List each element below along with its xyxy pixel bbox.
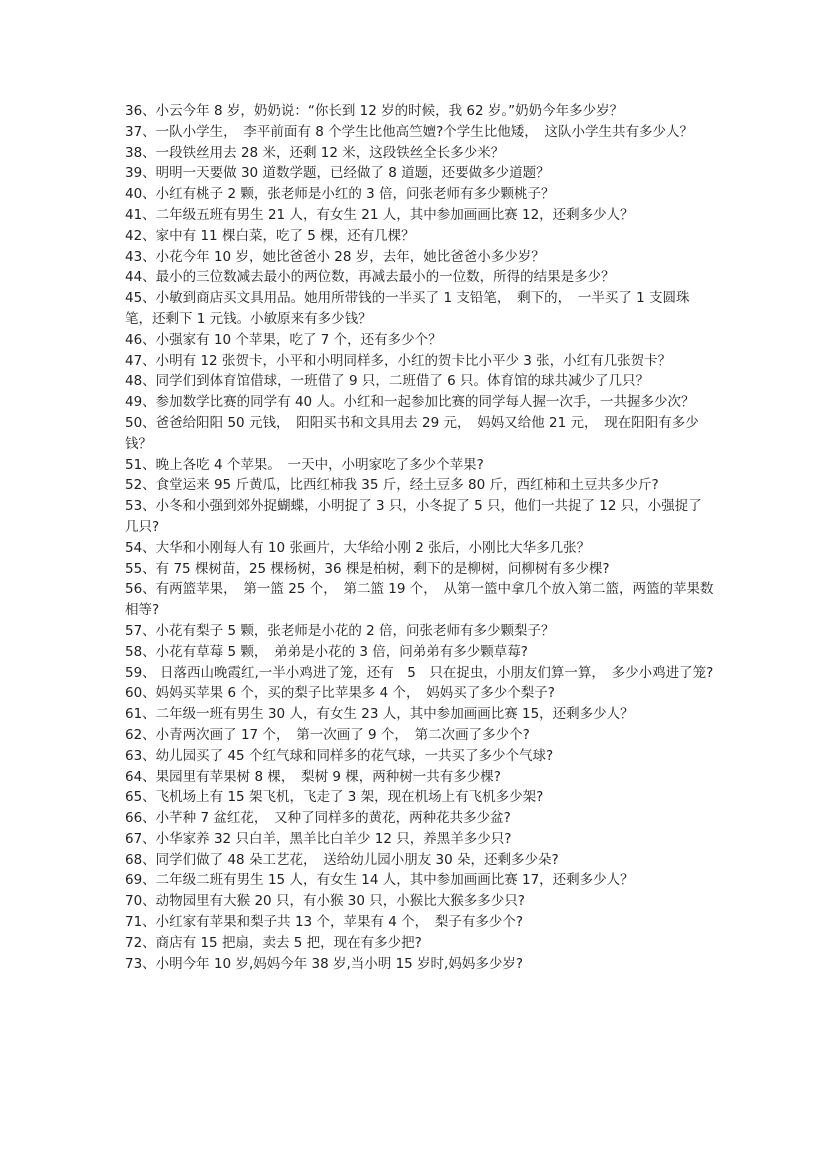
question-62: 62、小青两次画了 17 个， 第一次画了 9 个， 第二次画了多少个? (125, 726, 530, 743)
question-list (125, 101, 715, 974)
question-56: 56、有两篮苹果， 第一篮 25 个， 第二篮 19 个， 从第一篮中拿几个放入第二篮，两篮的苹果数相等? (125, 581, 714, 619)
question-70: 70、动物园里有大猴 20 只，有小猴 30 只，小猴比大猴多多少只? (125, 893, 525, 910)
question-64: 64、果园里有苹果树 8 棵， 梨树 9 棵，两种树一共有多少棵? (125, 768, 501, 785)
question-38: 38、一段铁丝用去 28 米，还剩 12 米，这段铁丝全长多少米？ (125, 144, 505, 161)
question-46: 46、小强家有 10 个苹果，吃了 7 个，还有多少个？ (125, 331, 442, 348)
question-71: 71、小红家有苹果和梨子共 13 个，苹果有 4 个， 梨子有多少个? (125, 914, 524, 931)
question-52: 52、食堂运来 95 斤黄瓜，比西红柿我 35 斤，经土豆多 80 斤，西红柿和土豆共多少斤? (125, 477, 659, 494)
question-51: 51、晚上各吃 4 个苹果。 一天中，小明家吃了多少个苹果? (125, 456, 484, 473)
question-69: 69、二年级二班有男生 15 人，有女生 14 人，其中参加画画比赛 17，还剩多少人？ (125, 872, 634, 889)
question-42: 42、家中有 11 棵白菜，吃了 5 棵，还有几棵？ (125, 227, 415, 244)
question-60: 60、妈妈买苹果 6 个，买的梨子比苹果多 4 个， 妈妈买了多少个梨子? (125, 685, 555, 702)
question-53: 53、小冬和小强到郊外捉蝴蝶，小明捉了 3 只，小冬捉了 5 只，他们一共捉了 12 只，小强捉了几只? (125, 498, 702, 535)
question-49: 49、参加数学比赛的同学有 40 人。小红和一起参加比赛的同学每人握一次手，一共握多少次？ (125, 394, 695, 411)
question-37: 37、一队小学生， 李平前面有 8 个学生比他高竺嬗?个学生比他矮， 这队小学生共有多少人？ (125, 123, 694, 140)
question-61: 61、二年级一班有男生 30 人，有女生 23 人，其中参加画画比赛 15，还剩多少人？ (125, 706, 634, 723)
question-43: 43、小花今年 10 岁，她比爸爸小 28 岁，去年，她比爸爸小多少岁？ (125, 248, 545, 265)
question-58: 58、小花有草莓 5 颗， 弟弟是小花的 3 倍，问弟弟有多少颗草莓? (125, 643, 528, 660)
question-65: 65、飞机场上有 15 架飞机，飞走了 3 架，现在机场上有飞机多少架? (125, 789, 544, 806)
question-57: 57、小花有梨子 5 颗，张老师是小花的 2 倍，问张老师有多少颗梨子？ (125, 622, 555, 639)
question-59: 59、 日落西山晚霞红,一半小鸡进了笼，还有 5 只在捉虫，小朋友们算一算， 多少小鸡进了笼? (125, 664, 714, 681)
question-66: 66、小芊种 7 盆红花， 又种了同样多的黄花，两种花共多少盆? (125, 810, 511, 827)
question-55: 55、有 75 棵树苗，25 棵杨树，36 棵是柏树，剩下的是柳树，问柳树有多少棵? (125, 560, 610, 577)
question-48: 48、同学们到体育馆借球，一班借了 9 只，二班借了 6 只。体育馆的球共减少了几只？ (125, 373, 650, 390)
question-68: 68、同学们做了 48 朵工艺花， 送给幼儿园小朋友 30 朵，还剩多少朵? (125, 851, 559, 868)
question-54: 54、大华和小刚每人有 10 张画片，大华给小刚 2 张后，小刚比大华多几张？ (125, 539, 591, 556)
question-39: 39、明明一天要做 30 道数学题，已经做了 8 道题，还要做多少道题？ (125, 165, 550, 182)
question-45: 45、小敏到商店买文具用品。她用所带钱的一半买了 1 支铅笔， 剩下的， 一半买了 1 支圆珠笔，还剩下 1 元钱。小敏原来有多少钱？ (125, 290, 690, 327)
question-72: 72、商店有 15 把扇，卖去 5 把，现在有多少把? (125, 934, 422, 951)
question-47: 47、小明有 12 张贺卡，小平和小明同样多，小红的贺卡比小平少 3 张，小红有几张贺卡？ (125, 352, 672, 369)
question-41: 41、二年级五班有男生 21 人，有女生 21 人，其中参加画画比赛 12，还剩多少人？ (125, 206, 634, 223)
question-63: 63、幼儿园买了 45 个红气球和同样多的花气球，一共买了多少个气球? (125, 747, 554, 764)
question-44: 44、最小的三位数减去最小的两位数，再减去最小的一位数，所得的结果是多少？ (125, 269, 615, 286)
question-36: 36、小云今年 8 岁，奶奶说：“你长到 12 岁的时候，我 62 岁。”奶奶今年多少岁？ (125, 103, 624, 119)
question-73: 73、小明今年 10 岁,妈妈今年 38 岁,当小明 15 岁时,妈妈多少岁? (125, 955, 523, 972)
question-50: 50、爸爸给阳阳 50 元钱， 阳阳买书和文具用去 29 元， 妈妈又给他 21 元， 现在阳阳有多少钱？ (125, 414, 699, 452)
question-67: 67、小华家养 32 只白羊，黑羊比白羊少 12 只，养黑羊多少只? (125, 830, 512, 847)
question-40: 40、小红有桃子 2 颗，张老师是小红的 3 倍，问张老师有多少颗桃子？ (125, 186, 555, 203)
